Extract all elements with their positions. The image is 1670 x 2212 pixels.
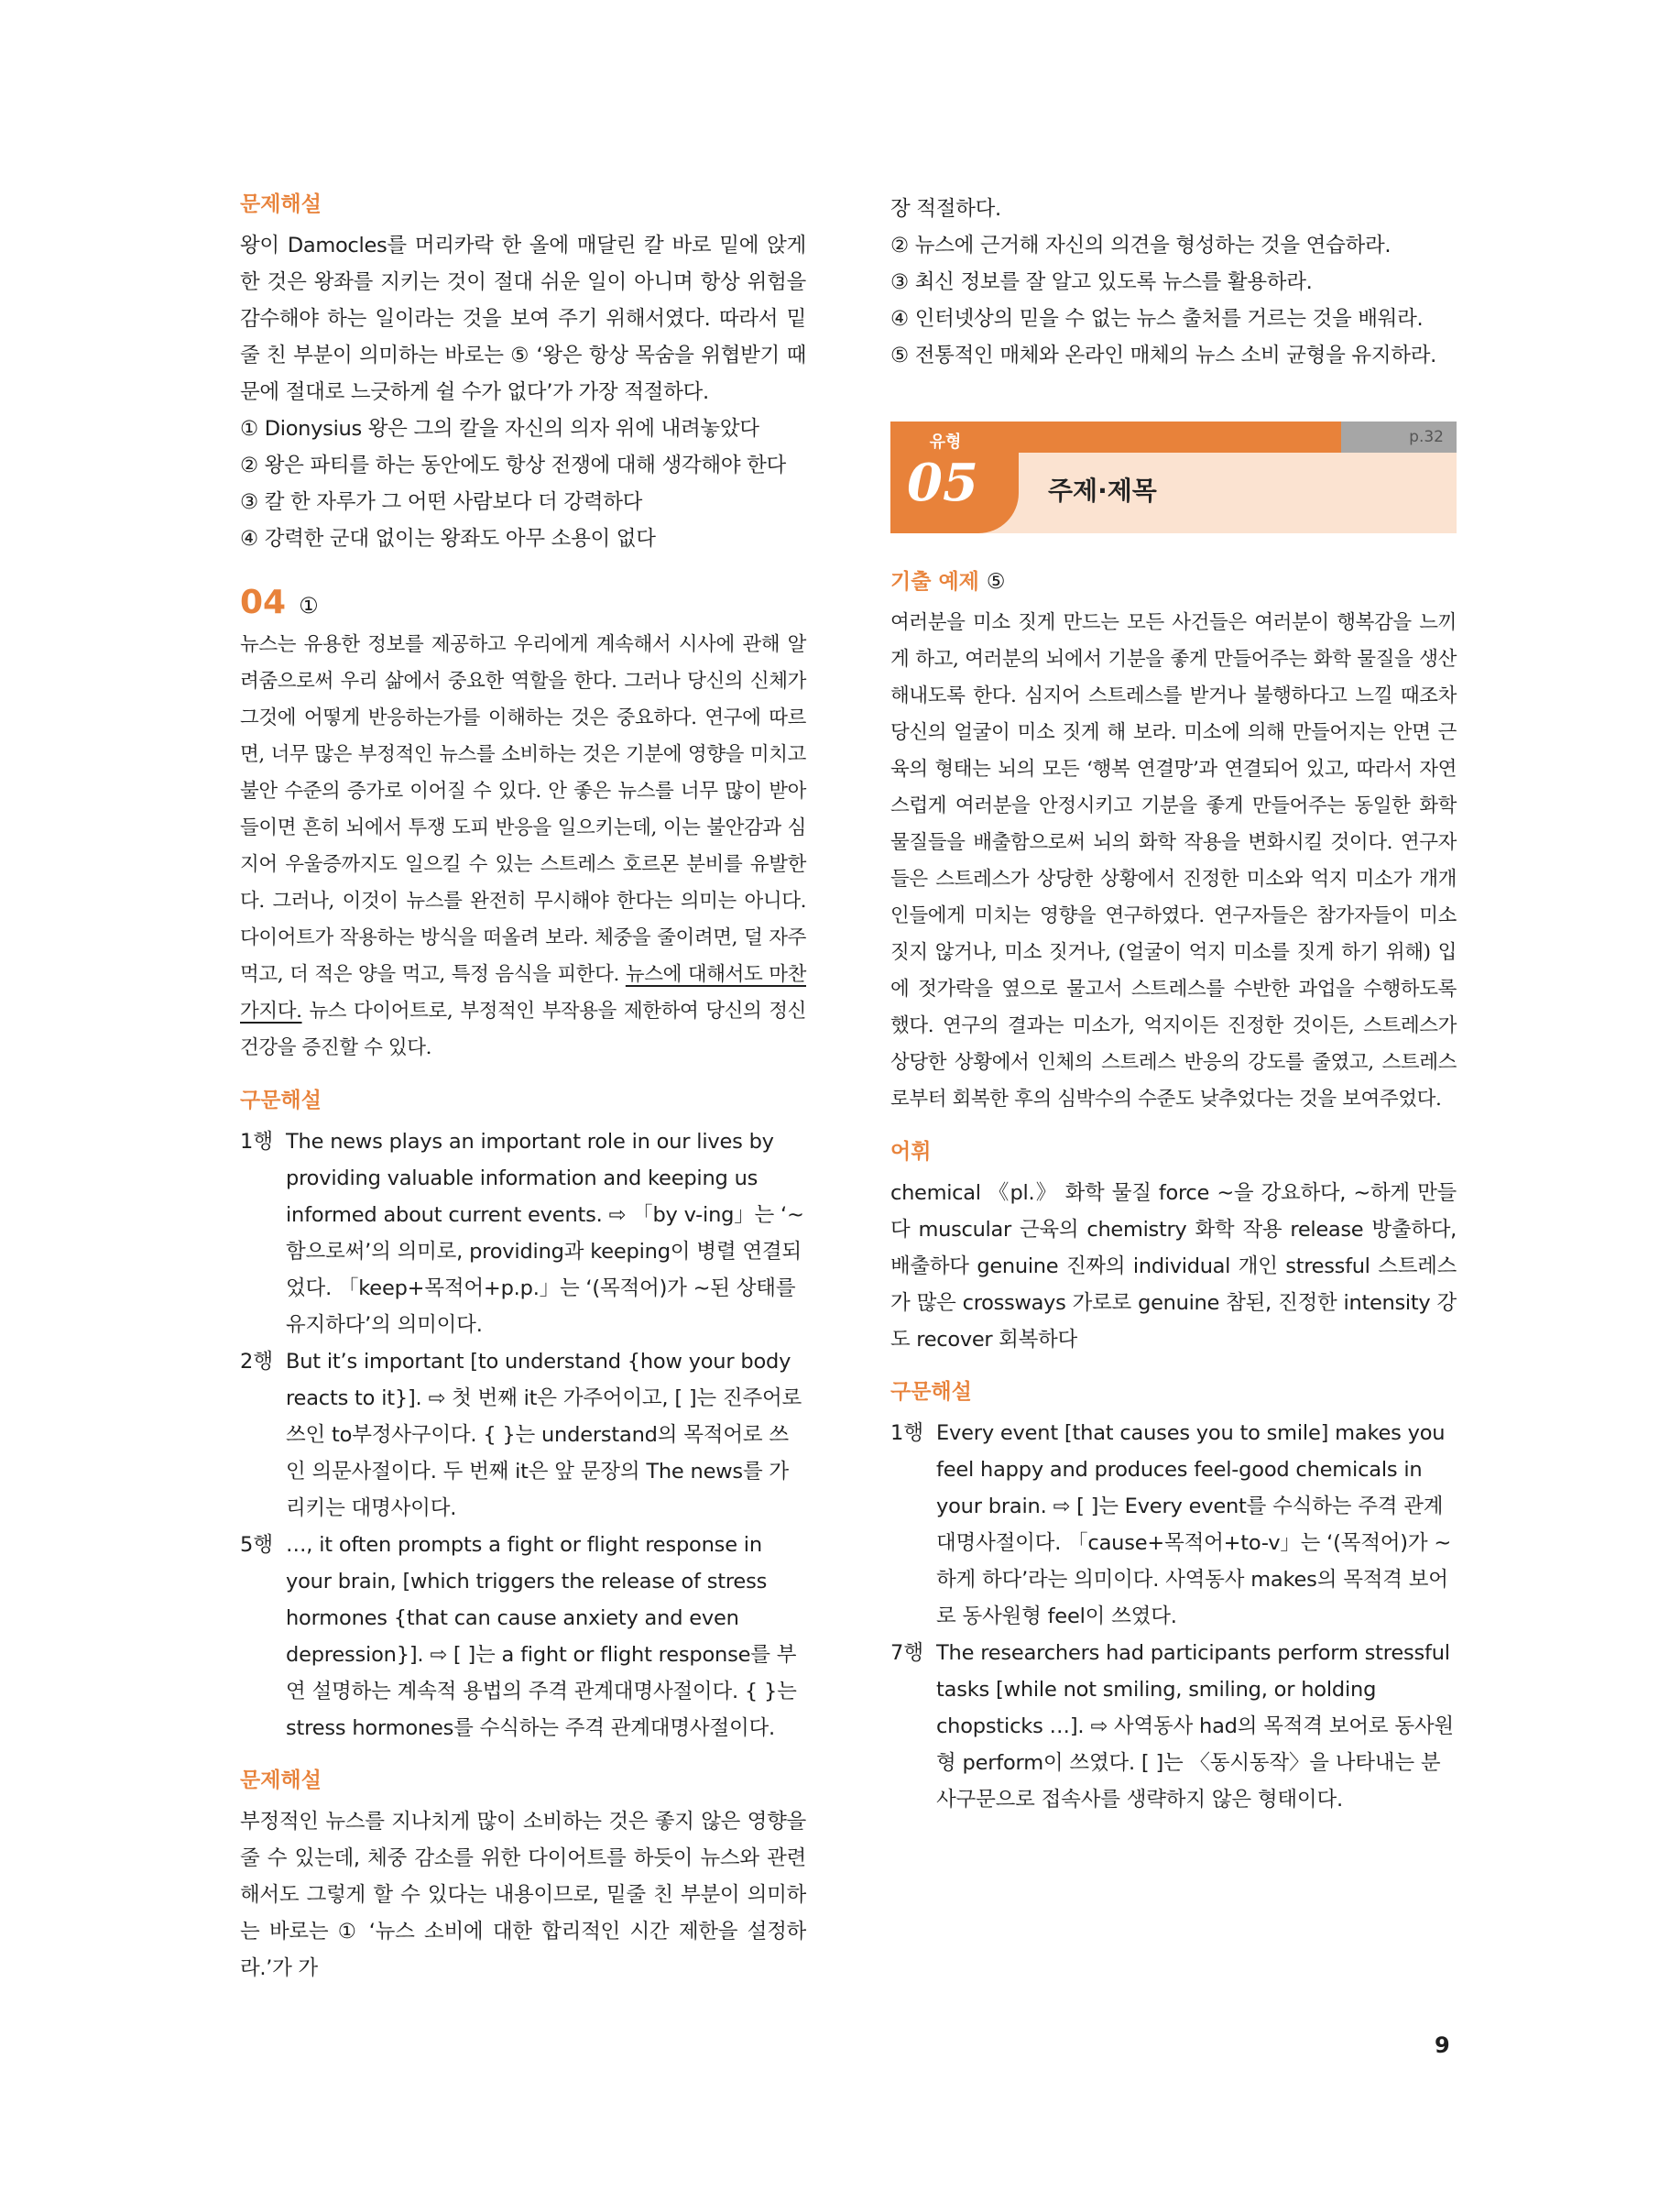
question-number: 04 (240, 584, 287, 621)
question-header (240, 583, 806, 623)
answer-options (890, 227, 1457, 374)
note-text: Every event [that causes you to smile] makes you feel happy and produces feel-good chemicals in your brain. ⇨ [ ]는 Every event를 수식하는 주격 관계대명사절이다. 「cause+목적어+to-v」는 ‘(목적어)가 ~하게 하다’라는 의미이다. 사역동사 makes의 목적격 보어로 동사원형 feel이 쓰였다. (936, 1421, 1451, 1628)
note-text: The news plays an important role in our lives by providing valuable information and keeping us informed about current events. ⇨ 「by v-ing」는 ‘~함으로써’의 의미로, providing과 keeping이 병렬 연결되었다. 「keep+목적어+p.p.」는 ‘(목적어)가 ~된 상태를 유지하다’의 의미이다. (286, 1130, 804, 1337)
example-heading: 기출 예제 ⑤ (890, 570, 1006, 594)
type-title: 주제·제목 (1048, 476, 1157, 506)
option-3: ③ 최신 정보를 잘 알고 있도록 뉴스를 활용하라. (890, 270, 1313, 294)
grammar-note (240, 1343, 806, 1527)
line-ref: 1행 (890, 1421, 924, 1445)
answer-options (240, 411, 806, 557)
translation-text (240, 627, 806, 1067)
section-heading: 구문해설 (240, 1089, 322, 1112)
option-2: ② 뉴스에 근거해 자신의 의견을 형성하는 것을 연습하라. (890, 234, 1392, 257)
translation-part-a: 뉴스는 유용한 정보를 제공하고 우리에게 계속해서 시사에 관해 알려줌으로써 우리 삶에서 중요한 역할을 한다. 그러나 당신의 신체가 그것에 어떻게 반응하는가를 이해하는 것은 중요하다. 연구에 따르면, 너무 많은 부정적인 뉴스를 소비하는 것은 기분에 영향을 미치고 불안 수준의 증가로 이어질 수 있다. 안 좋은 뉴스를 너무 많이 받아들이면 흔히 뇌에서 투쟁 도피 반응을 일으키는데, 이는 불안감과 심지어 우울증까지도 일으킬 수 있는 스트레스 호르몬 분비를 유발한다. 그러나, 이것이 뉴스를 완전히 무시해야 한다는 의미는 아니다. 다이어트가 작용하는 방식을 떠올려 보라. 체중을 줄이려면, 덜 자주 먹고, 더 적은 양을 먹고, 특정 음식을 피한다. (240, 633, 806, 986)
option-5: ⑤ 전통적인 매체와 온라인 매체의 뉴스 소비 균형을 유지하라. (890, 344, 1436, 367)
note-text: The researchers had participants perform stressful tasks [while not smiling, smiling, or holding chopsticks …]. ⇨ 사역동사 had의 목적격 보어로 동사원형 perform이 쓰였다. [ ]는 〈동시동작〉을 나타내는 분사구문으로 접속사를 생략하지 않은 형태이다. (936, 1641, 1454, 1812)
right-column (890, 191, 1457, 1818)
section-heading: 문제해설 (240, 192, 322, 216)
grammar-note (890, 1415, 1457, 1635)
line-ref: 5행 (240, 1533, 274, 1557)
option-2: ② 왕은 파티를 하는 동안에도 항상 전쟁에 대해 생각해야 한다 (240, 454, 786, 477)
section-heading: 구문해설 (890, 1380, 972, 1404)
grammar-notes (240, 1123, 806, 1747)
example-answer: ⑤ (986, 570, 1006, 594)
underlined-phrase: 뉴스에 대해서도 마찬가지다. (240, 963, 806, 1023)
explanation-text: 부정적인 뉴스를 지나치게 많이 소비하는 것은 좋지 않은 영향을 줄 수 있는데, 체중 감소를 위한 다이어트를 하듯이 뉴스와 관련해서도 그렇게 할 수 있다는 내용이므로, 밑줄 친 부분이 의미하는 바로는 ① ‘뉴스 소비에 대한 합리적인 시간 제한을 설정하라.’가 가 (240, 1810, 806, 1980)
line-ref: 2행 (240, 1350, 274, 1374)
option-4: ④ 인터넷상의 믿을 수 없는 뉴스 출처를 거르는 것을 배워라. (890, 307, 1424, 331)
type-banner (890, 422, 1457, 533)
grammar-note (890, 1635, 1457, 1818)
page-ref: p.32 (1409, 428, 1444, 446)
left-column (240, 191, 806, 1987)
line-ref: 1행 (240, 1130, 274, 1154)
translation-part-b: 뉴스 다이어트로, 부정적인 부작용을 제한하여 당신의 정신 건강을 증진할 수 있다. (240, 1000, 807, 1059)
section-heading: 어휘 (890, 1140, 932, 1164)
type-label: 유형 (929, 433, 962, 452)
vocabulary-text: chemical 《pl.》 화학 물질 force ~을 강요하다, ~하게 만들다 muscular 근육의 chemistry 화학 작용 release 방출하다, 배출하다 genuine 진짜의 individual 개인 stressful 스트레스가 많은 crossways 가로로 genuine 참된, 진정한 intensity 강도 recover 회복하다 (890, 1181, 1457, 1352)
note-text: …, it often prompts a fight or flight response in your brain, [which triggers the release of stress hormones {that can cause anxiety and even depression}]. ⇨ [ ]는 a fight or flight response를 부연 설명하는 계속적 용법의 주격 관계대명사절이다. { }는 stress hormones를 수식하는 주격 관계대명사절이다. (286, 1533, 797, 1740)
question-answer: ① (299, 593, 319, 619)
line-ref: 7행 (890, 1641, 924, 1665)
page-number: 9 (1435, 2032, 1450, 2058)
explanation-text: 왕이 Damocles를 머리카락 한 올에 매달린 칼 바로 밑에 앉게 한 것은 왕좌를 지키는 것이 절대 쉬운 일이 아니며 항상 위험을 감수해야 하는 일이라는 것을 보여 주기 위해서였다. 따라서 밑줄 친 부분이 의미하는 바로는 ⑤ ‘왕은 항상 목숨을 위협받기 때문에 절대로 느긋하게 쉴 수가 없다’가 가장 적절하다. (240, 234, 806, 404)
grammar-note (240, 1123, 806, 1343)
note-text: But it’s important [to understand {how your body reacts to it}]. ⇨ 첫 번째 it은 가주어이고, [ ]는 진주어로 쓰인 to부정사구이다. { }는 understand의 목적어로 쓰인 의문사절이다. 두 번째 it은 앞 문장의 The news를 가리키는 대명사이다. (286, 1350, 802, 1520)
option-3: ③ 칼 한 자루가 그 어떤 사람보다 더 강력하다 (240, 490, 643, 514)
grammar-notes (890, 1415, 1457, 1818)
option-4: ④ 강력한 군대 없이는 왕좌도 아무 소용이 없다 (240, 527, 656, 551)
continued-text: 장 적절하다. (890, 197, 1001, 221)
option-1: ① Dionysius 왕은 그의 칼을 자신의 의자 위에 내려놓았다 (240, 417, 759, 441)
section-heading: 문제해설 (240, 1769, 322, 1792)
type-number: 05 (907, 453, 978, 513)
grammar-note (240, 1527, 806, 1747)
example-translation: 여러분을 미소 짓게 만드는 모든 사건들은 여러분이 행복감을 느끼게 하고, 여러분의 뇌에서 기분을 좋게 만들어주는 화학 물질을 생산해내도록 한다. 심지어 스트레스를 받거나 불행하다고 느낄 때조차 당신의 얼굴이 미소 짓게 해 보라. 미소에 의해 만들어지는 안면 근육의 형태는 뇌의 모든 ‘행복 연결망’과 연결되어 있고, 따라서 자연스럽게 여러분을 안정시키고 기분을 좋게 만들어주는 동일한 화학 물질들을 배출함으로써 뇌의 화학 작용을 변화시킬 것이다. 연구자들은 스트레스가 상당한 상황에서 진정한 미소와 억지 미소가 개개인들에게 미치는 영향을 연구하였다. 연구자들은 참가자들이 미소 짓지 않거나, 미소 짓거나, (얼굴이 억지 미소를 짓게 하기 위해) 입에 젓가락을 옆으로 물고서 스트레스를 수반한 과업을 수행하도록 했다. 연구의 결과는 미소가, 억지이든 진정한 것이든, 스트레스가 상당한 상황에서 인체의 스트레스 반응의 강도를 줄였고, 스트레스로부터 회복한 후의 심박수의 수준도 낮추었다는 것을 보여주었다. (890, 611, 1457, 1111)
